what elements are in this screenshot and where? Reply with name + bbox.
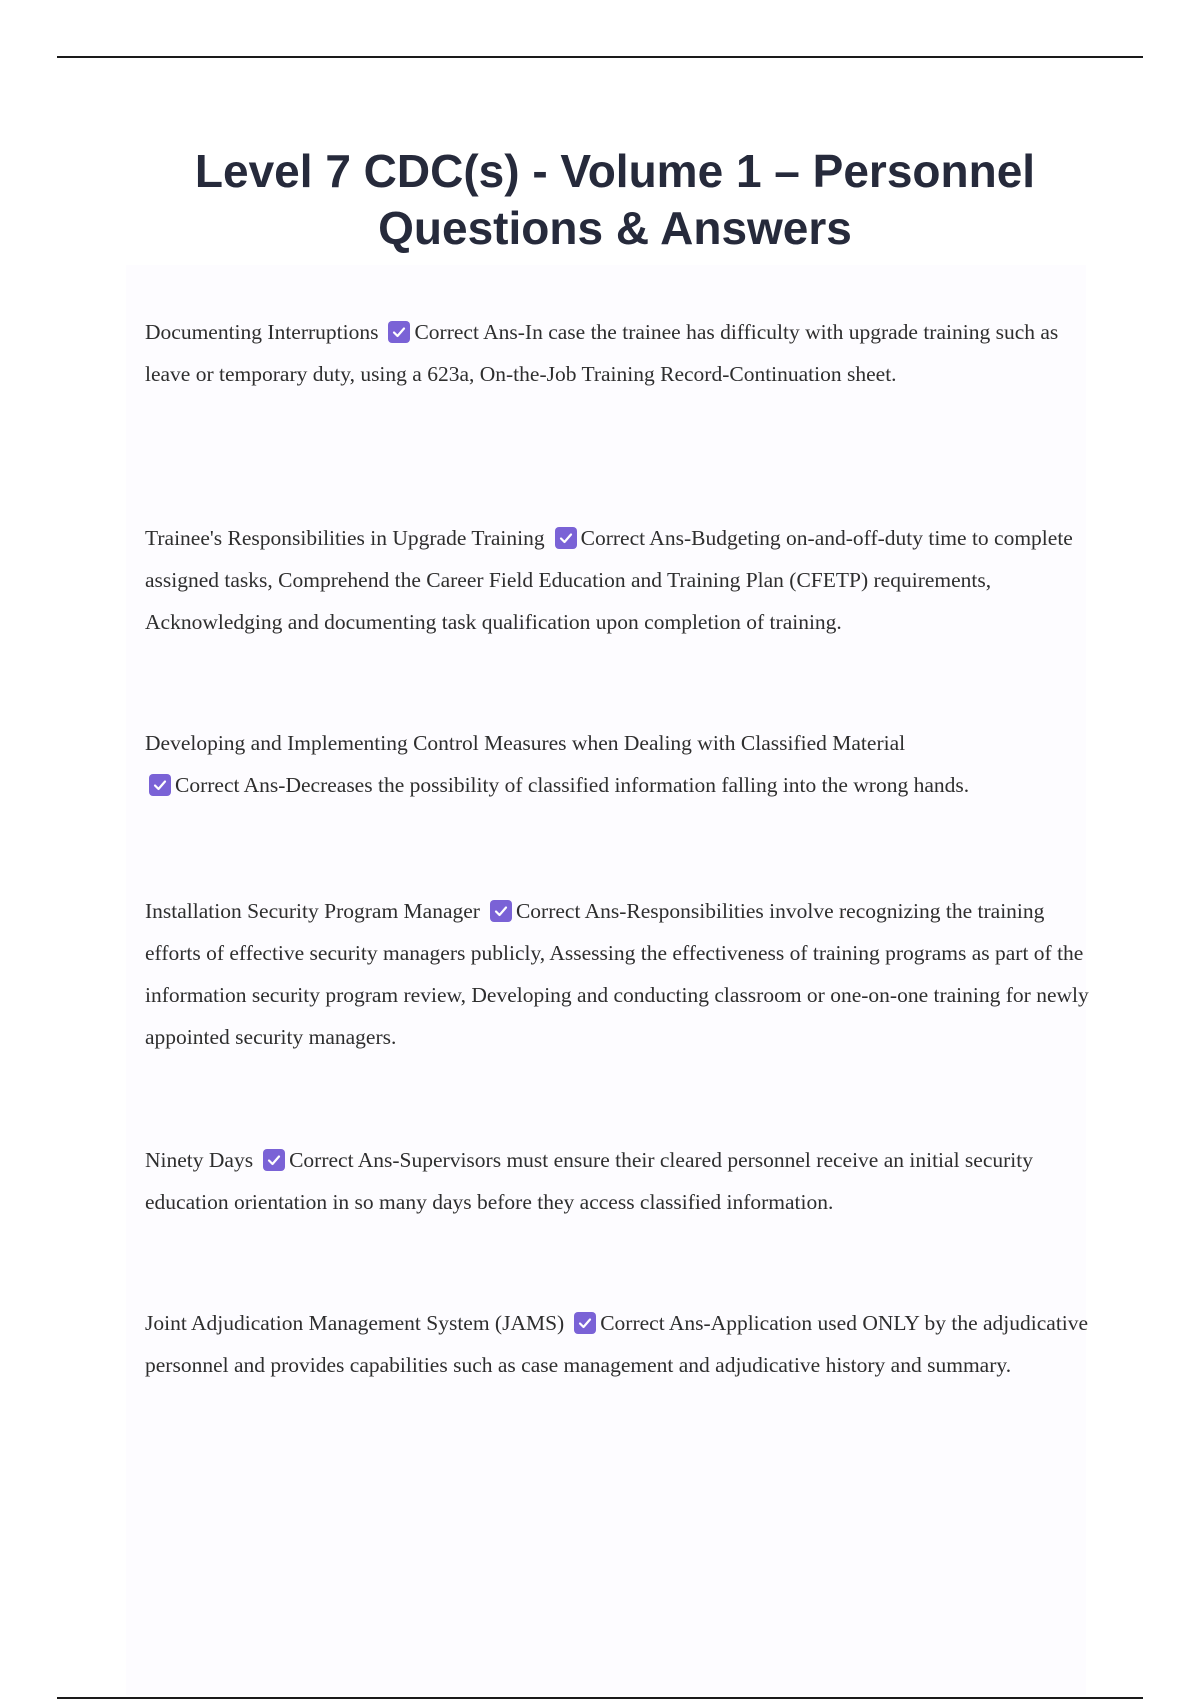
check-box-icon	[574, 1312, 596, 1334]
qa-term: Installation Security Program Manager	[145, 899, 480, 923]
qa-answer: Correct Ans-Responsibilities involve recognizing the training efforts of effective security managers publicly, Assessing the effectiveness of training programs as part of the information security program review, Developing and conducting classroom or one-on-one training for newly appointed security managers.	[145, 899, 1089, 1049]
check-box-icon	[388, 321, 410, 343]
qa-answer: Correct Ans-In case the trainee has difficulty with upgrade training such as leave or temporary duty, using a 623a, On-the-Job Training Record-Continuation sheet.	[145, 320, 1059, 386]
qa-item	[145, 311, 1095, 395]
qa-term: Documenting Interruptions	[145, 320, 379, 344]
qa-term: Trainee's Responsibilities in Upgrade Training	[145, 526, 545, 550]
qa-answer: Correct Ans-Application used ONLY by the adjudicative personnel and provides capabilities such as case management and adjudicative history and summary.	[145, 1311, 1089, 1377]
page-title: Level 7 CDC(s) - Volume 1 – Personnel Questions & Answers	[194, 145, 1036, 254]
qa-item	[145, 722, 1095, 806]
check-box-icon	[149, 774, 171, 796]
qa-answer: Correct Ans-Decreases the possibility of classified information falling into the wrong hands.	[175, 773, 970, 797]
qa-term: Developing and Implementing Control Measures when Dealing with Classified Material	[145, 731, 906, 755]
check-box-icon	[555, 527, 577, 549]
qa-item	[145, 1139, 1095, 1223]
bottom-rule	[57, 1697, 1143, 1699]
qa-item	[145, 517, 1095, 643]
check-box-icon	[490, 900, 512, 922]
qa-item	[145, 890, 1095, 1058]
qa-answer: Correct Ans-Budgeting on-and-off-duty time to complete assigned tasks, Comprehend the Career Field Education and Training Plan (CFETP) requirements, Acknowledging and documenting task qualification upon completion of training.	[145, 526, 1073, 634]
top-rule	[57, 56, 1143, 58]
qa-answer: Correct Ans-Supervisors must ensure their cleared personnel receive an initial security education orientation in so many days before they access classified information.	[145, 1148, 1033, 1214]
qa-term: Joint Adjudication Management System (JAMS)	[145, 1311, 565, 1335]
qa-item	[145, 1302, 1095, 1386]
check-box-icon	[263, 1149, 285, 1171]
qa-term: Ninety Days	[145, 1148, 254, 1172]
